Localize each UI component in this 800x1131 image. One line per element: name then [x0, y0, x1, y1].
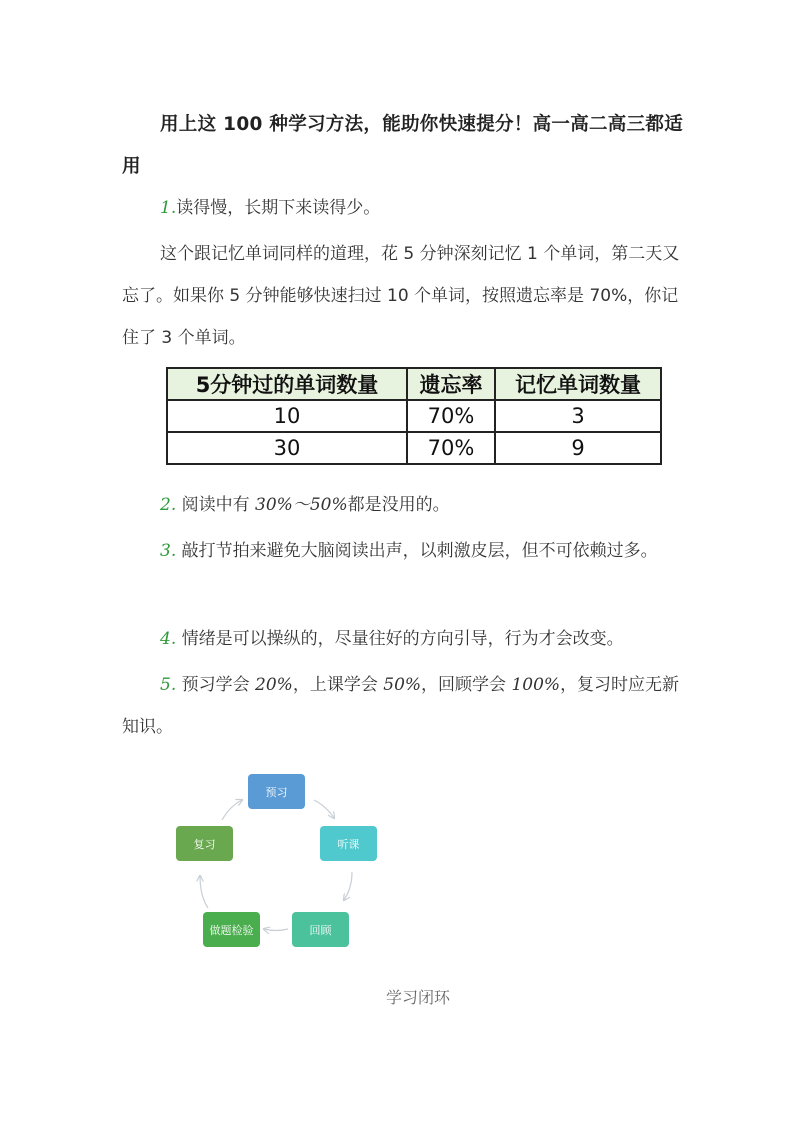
cycle-arrow — [222, 800, 242, 820]
table-row — [167, 400, 661, 432]
cycle-arrow — [314, 800, 334, 818]
point-number: 1. — [160, 198, 177, 218]
cycle-node-practice: 做题检验 — [203, 912, 260, 947]
point-text: ，复习时应无新知识。 — [122, 675, 680, 737]
point-percent: 100% — [511, 675, 561, 695]
cycle-arrow — [344, 872, 352, 900]
point-percent: 50% — [383, 675, 422, 695]
point-text: ，上课学会 — [292, 675, 384, 695]
point-5 — [122, 664, 682, 748]
table-header: 记忆单词数量 — [495, 368, 661, 400]
point-text: 敲打节拍来避免大脑阅读出声，以刺激皮层，但不可依赖过多。 — [181, 541, 658, 561]
point-text: ，回顾学会 — [421, 675, 512, 695]
cycle-arrow — [264, 929, 288, 931]
table-cell: 9 — [495, 432, 661, 464]
point-number: 4. — [160, 629, 177, 649]
point-3 — [122, 530, 682, 572]
cycle-node-review: 回顾 — [292, 912, 349, 947]
page-title: 用上这 100 种学习方法，能助你快速提分！高一高二高三都适用 — [122, 114, 684, 177]
point-text: 情绪是可以操纵的，尽量往好的方向引导，行为才会改变。 — [181, 629, 624, 649]
point-number: 5. — [160, 675, 177, 695]
cycle-node-lecture: 听课 — [320, 826, 377, 861]
point-text: 读得慢，长期下来读得少。 — [176, 198, 381, 218]
point-text: 预习学会 — [181, 675, 256, 695]
diagram-caption: 学习闭环 — [385, 988, 450, 1007]
point-2 — [122, 484, 682, 526]
explanation-paragraph: 这个跟记忆单词同样的道理，花 5 分钟深刻记忆 1 个单词，第二天又忘了。如果你 5 分钟能够快速扫过 10 个单词，按照遗忘率是 70%，你记住了 3 个单词。 — [122, 244, 680, 348]
table-header: 5分钟过的单词数量 — [167, 368, 407, 400]
point-percent: 20% — [255, 675, 293, 695]
cycle-arrow — [200, 876, 208, 908]
table-cell: 3 — [495, 400, 661, 432]
cycle-node-revision: 复习 — [176, 826, 233, 861]
point-text: 都是没用的。 — [347, 495, 450, 515]
point-4 — [122, 618, 682, 660]
table-cell: 30 — [167, 432, 407, 464]
cycle-arrows — [0, 760, 800, 960]
table-cell: 10 — [167, 400, 407, 432]
table-header-row — [167, 368, 661, 400]
point-number: 2. — [160, 495, 177, 515]
table-header: 遗忘率 — [407, 368, 495, 400]
table-row — [167, 432, 661, 464]
study-cycle-diagram — [0, 760, 800, 960]
memory-table — [166, 367, 662, 465]
point-number: 3. — [160, 541, 177, 561]
point-text: 阅读中有 — [181, 495, 256, 515]
cycle-node-preview: 预习 — [248, 774, 305, 809]
point-percent: 30%～50% — [255, 495, 348, 515]
table-cell: 70% — [407, 432, 495, 464]
point-1 — [122, 187, 682, 229]
table-cell: 70% — [407, 400, 495, 432]
